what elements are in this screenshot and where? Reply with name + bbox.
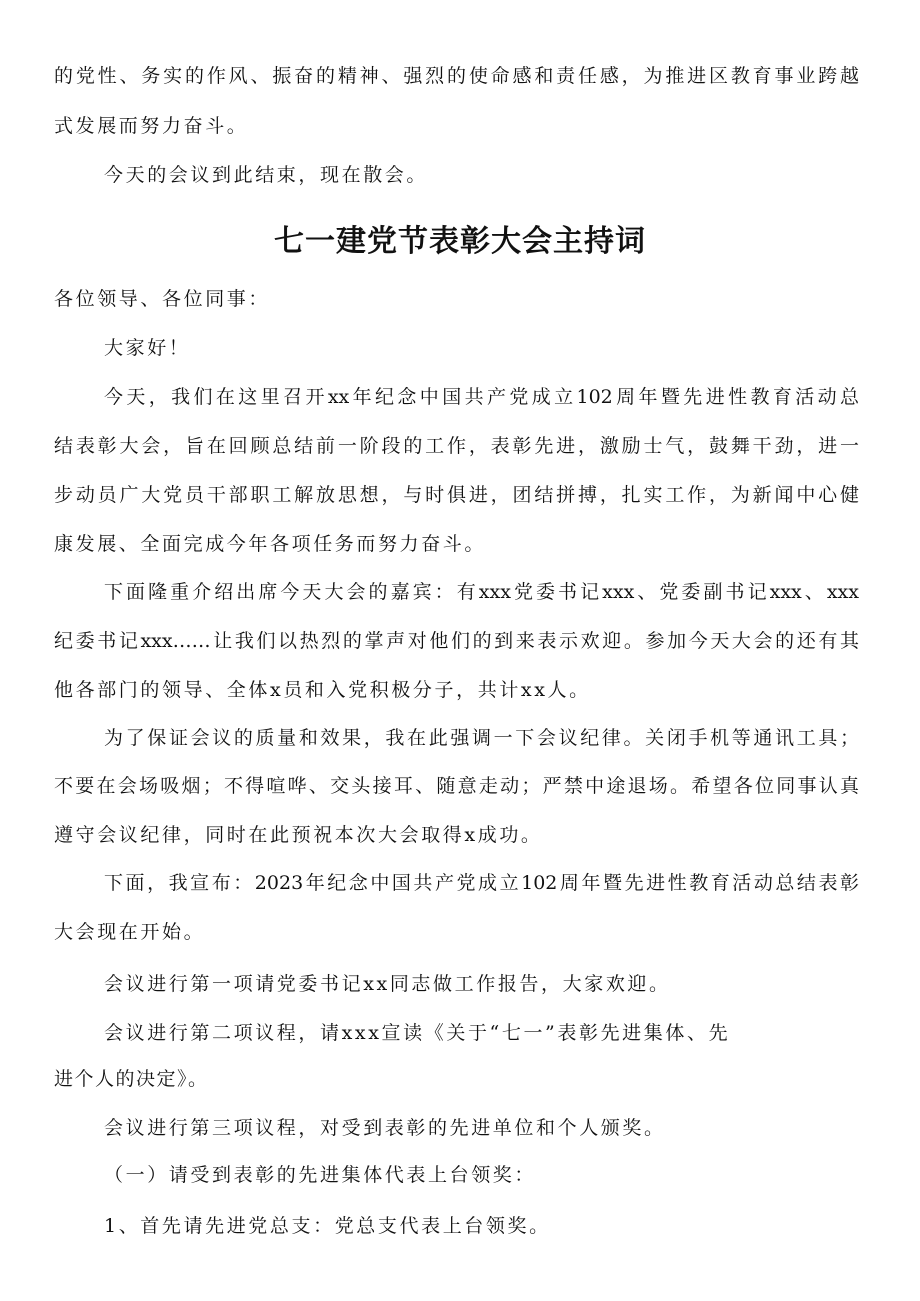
paragraph-line: 下面隆重介绍出席今天大会的嘉宾：有xxx党委书记xxx、党委副书记xxx、xxx: [104, 581, 859, 603]
paragraph-line: 会议进行第一项请党委书记xx同志做工作报告，大家欢迎。: [104, 973, 671, 995]
paragraph-line: 结表彰大会，旨在回顾总结前一阶段的工作，表彰先进，激励士气，鼓舞干劲，进一: [54, 435, 859, 457]
document-title: 七一建党节表彰大会主持词: [274, 224, 646, 259]
paragraph-line: 今天，我们在这里召开xx年纪念中国共产党成立102周年暨先进性教育活动总: [104, 386, 859, 408]
section-heading: （一）请受到表彰的先进集体代表上台领奖：: [104, 1164, 537, 1186]
paragraph-line: 下面，我宣布：2023年纪念中国共产党成立102周年暨先进性教育活动总结表彰: [104, 872, 859, 894]
paragraph-line: 不要在会场吸烟；不得喧哗、交头接耳、随意走动；严禁中途退场。希望各位同事认真: [54, 775, 859, 797]
greeting: 大家好！: [104, 337, 191, 359]
prev-text-line: 式发展而努力奋斗。: [54, 115, 249, 137]
paragraph-line: 为了保证会议的质量和效果，我在此强调一下会议纪律。关闭手机等通讯工具；: [104, 727, 859, 749]
salutation: 各位领导、各位同事：: [54, 288, 271, 310]
paragraph-line: 进个人的决定》。: [54, 1068, 209, 1090]
paragraph-line: 会议进行第三项议程，对受到表彰的先进单位和个人颁奖。: [104, 1117, 666, 1139]
paragraph-line: 他各部门的领导、全体x员和入党积极分子，共计xx人。: [54, 679, 591, 701]
paragraph-line: 步动员广大党员干部职工解放思想，与时俱进，团结拼搏，扎实工作，为新闻中心健: [54, 484, 859, 506]
paragraph-line: 遵守会议纪律，同时在此预祝本次大会取得x成功。: [54, 824, 543, 846]
list-item: 1、首先请先进党总支：党总支代表上台领奖。: [104, 1215, 551, 1237]
paragraph-line: 会议进行第二项议程，请xxx宣读《关于“七一”表彰先进集体、先: [104, 1022, 731, 1044]
closing-line: 今天的会议到此结束，现在散会。: [104, 164, 429, 186]
paragraph-line: 大会现在开始。: [54, 921, 206, 943]
paragraph-line: 康发展、全面完成今年各项任务而努力奋斗。: [54, 533, 487, 555]
paragraph-line: 纪委书记xxx……让我们以热烈的掌声对他们的到来表示欢迎。参加今天大会的还有其: [54, 630, 859, 652]
prev-text-line: 的党性、务实的作风、振奋的精神、强烈的使命感和责任感，为推进区教育事业跨越: [54, 65, 859, 87]
